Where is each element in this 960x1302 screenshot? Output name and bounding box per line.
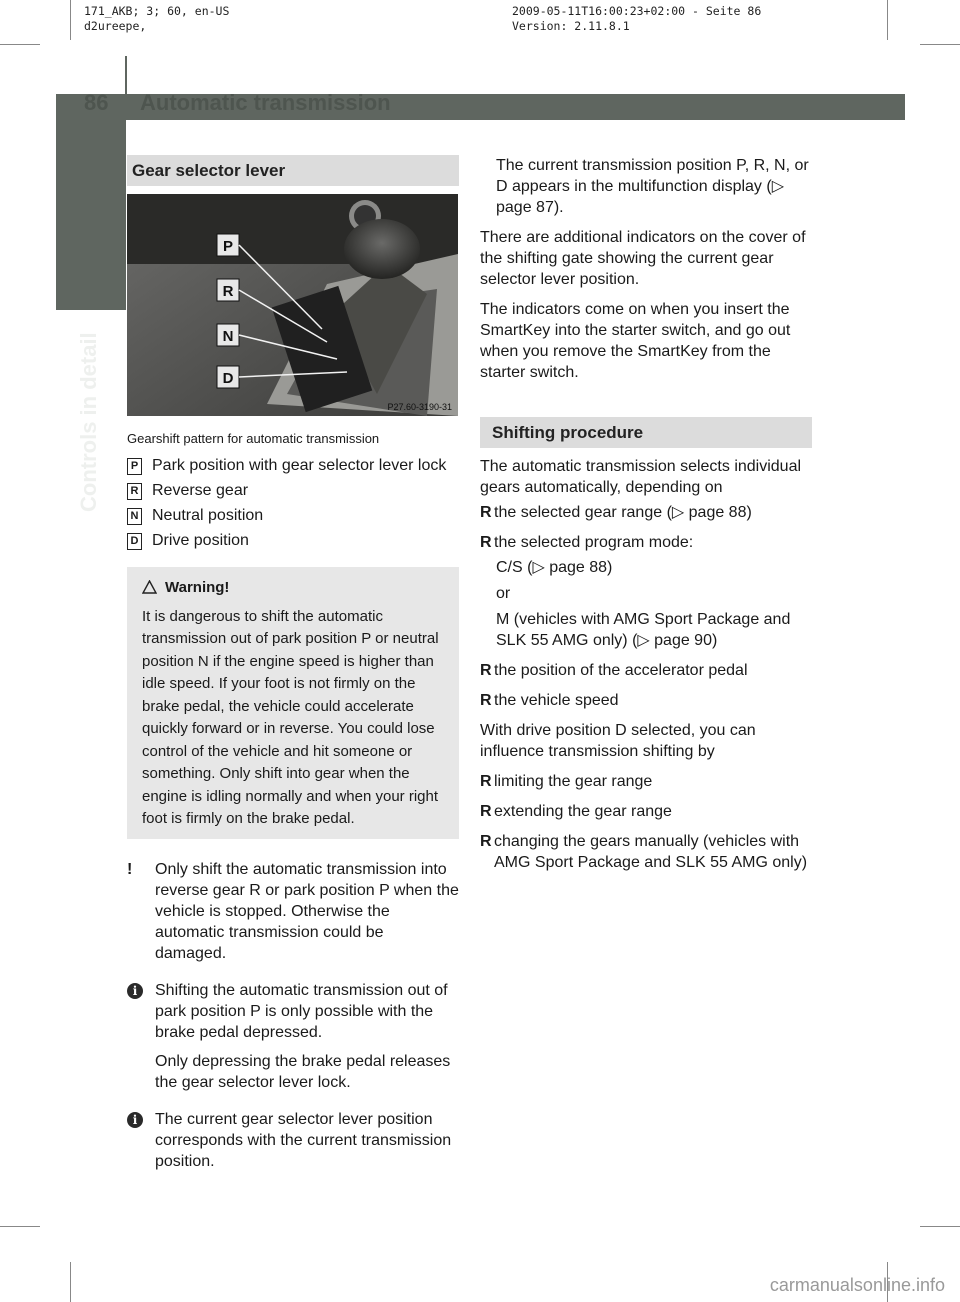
photo-label-n: N [222, 328, 234, 345]
legend-key: R [127, 483, 142, 500]
crop-mark [0, 44, 40, 45]
warning-title: Warning! [165, 579, 230, 596]
bullet-text: extending the gear range [494, 803, 672, 820]
caution-text: Only shift the automatic transmission into reverse gear R or park position P when the vehicle is stopped. Otherwise the automatic transmission could be damaged. [155, 860, 459, 962]
section-heading-gear-lever: Gear selector lever [127, 155, 459, 186]
warning-box [127, 567, 459, 839]
mode-or: or [496, 585, 511, 602]
legend-key: P [127, 458, 142, 475]
legend-text: Reverse gear [152, 482, 249, 499]
smartkey-paragraph: The indicators come on when you insert the SmartKey into the starter switch, and go out when you remove the SmartKey from the starter switch. [480, 301, 791, 381]
crop-mark [70, 1262, 71, 1302]
info-text-2: Only depressing the brake pedal releases the gear selector lever lock. [155, 1052, 451, 1091]
bullet-item: R changing the gears manually (vehicles with AMG Sport Package and SLK 55 AMG only) [480, 831, 812, 873]
legend-text: Neutral position [152, 507, 264, 524]
meta-right-line2: Version: 2.11.8.1 [512, 19, 630, 33]
legend-item [127, 505, 459, 526]
caution-note [127, 859, 459, 964]
warning-triangle-icon [142, 579, 157, 602]
page-number: 86 [84, 90, 109, 115]
exclamation-icon: ! [127, 860, 133, 878]
info-note [127, 980, 459, 1093]
legend-text: Park position with gear selector lever lock [152, 457, 447, 474]
legend-text: Drive position [152, 532, 249, 549]
bullet-text: the selected gear range (▷ page 88) [494, 504, 752, 521]
bullet-text: the position of the accelerator pedal [494, 662, 748, 679]
side-bar [56, 120, 126, 200]
left-column [127, 155, 459, 1182]
indicator-paragraph: There are additional indicators on the cover of the shifting gate showing the current gear selector lever position. [480, 229, 806, 288]
warning-text: It is dangerous to shift the automatic transmission out of park position P or neutral position N if the engine speed is higher than idle speed. If your foot is not firmly on the brake pedal, the vehicle could accelerate quickly forward or in reverse. You could lose control of the vehicle and hit someone or something. Only shift into gear when the engine is idling normally and when your right foot is firmly on the brake pedal. [142, 607, 439, 827]
photo-caption: Gearshift pattern for automatic transmission [127, 431, 380, 446]
warning-title-row [142, 577, 449, 602]
bullet-item: R limiting the gear range [480, 773, 653, 790]
mode-cs: C/S (▷ page 88) [496, 559, 613, 576]
bullet-text: changing the gears manually (vehicles with AMG Sport Package and SLK 55 AMG only) [494, 833, 808, 871]
influence-paragraph: With drive position D selected, you can influence transmission shifting by [480, 722, 756, 760]
info-note [127, 1109, 459, 1172]
info-text: Shifting the automatic transmission out of park position P is only possible with the brake pedal depressed. [155, 981, 448, 1041]
crop-mark [920, 1226, 960, 1227]
legend-item [127, 480, 459, 501]
shifting-intro: The automatic transmission selects individual gears automatically, depending on [480, 458, 802, 496]
watermark: carmanualsonline.info [769, 1275, 945, 1295]
bullet-item: R the vehicle speed [480, 692, 619, 709]
bullet-item: R extending the gear range [480, 803, 672, 820]
header-divider [125, 56, 127, 120]
info-icon: i [127, 983, 143, 999]
legend-key: D [127, 533, 142, 550]
bullet-text: limiting the gear range [494, 773, 653, 790]
info-icon: i [127, 1112, 143, 1128]
print-meta-right [512, 4, 761, 34]
print-meta-left [84, 4, 229, 34]
crop-mark [70, 0, 71, 40]
legend-item [127, 455, 459, 476]
photo-code: P27.60-3190-31 [387, 402, 452, 412]
crop-mark [887, 0, 888, 40]
meta-left-line2: d2ureepe, [84, 19, 147, 33]
notes [127, 859, 459, 1172]
side-section-text: Controls in detail [76, 332, 101, 512]
section-heading-shifting: Shifting procedure [480, 417, 812, 448]
photo-label-d: D [222, 370, 234, 387]
meta-left-line1: 171_AKB; 3; 60, en-US [84, 4, 230, 18]
crop-mark [920, 44, 960, 45]
bullet-text: the vehicle speed [494, 692, 619, 709]
bullet-text: the selected program mode: [494, 534, 694, 551]
bullet-item: R the position of the accelerator pedal [480, 662, 748, 679]
legend-key: N [127, 508, 142, 525]
legend-item [127, 530, 459, 551]
meta-right-line1: 2009-05-11T16:00:23+02:00 - Seite 86 [512, 4, 762, 18]
photo-label-p: P [222, 238, 234, 255]
info-text: The current gear selector lever position corresponds with the current transmission position. [155, 1110, 452, 1170]
display-paragraph: The current transmission position P, R, N, or D appears in the multifunction display (▷ page 87). [496, 157, 809, 216]
photo-label-r: R [222, 283, 234, 300]
gearshift-illustration [127, 194, 458, 416]
side-section-label [68, 322, 108, 532]
bullet-item: R the selected program mode: [480, 534, 694, 551]
gear-legend [127, 455, 459, 551]
bullet-item: R the selected gear range (▷ page 88) [480, 504, 752, 521]
page-title: Automatic transmission [140, 90, 391, 115]
header-strip [56, 56, 905, 94]
mode-m: M (vehicles with AMG Sport Package and SLK 55 AMG only) (▷ page 90) [496, 611, 791, 649]
right-column [480, 155, 812, 882]
crop-mark [0, 1226, 40, 1227]
gearshift-photo [127, 194, 458, 416]
side-tab [56, 200, 126, 310]
